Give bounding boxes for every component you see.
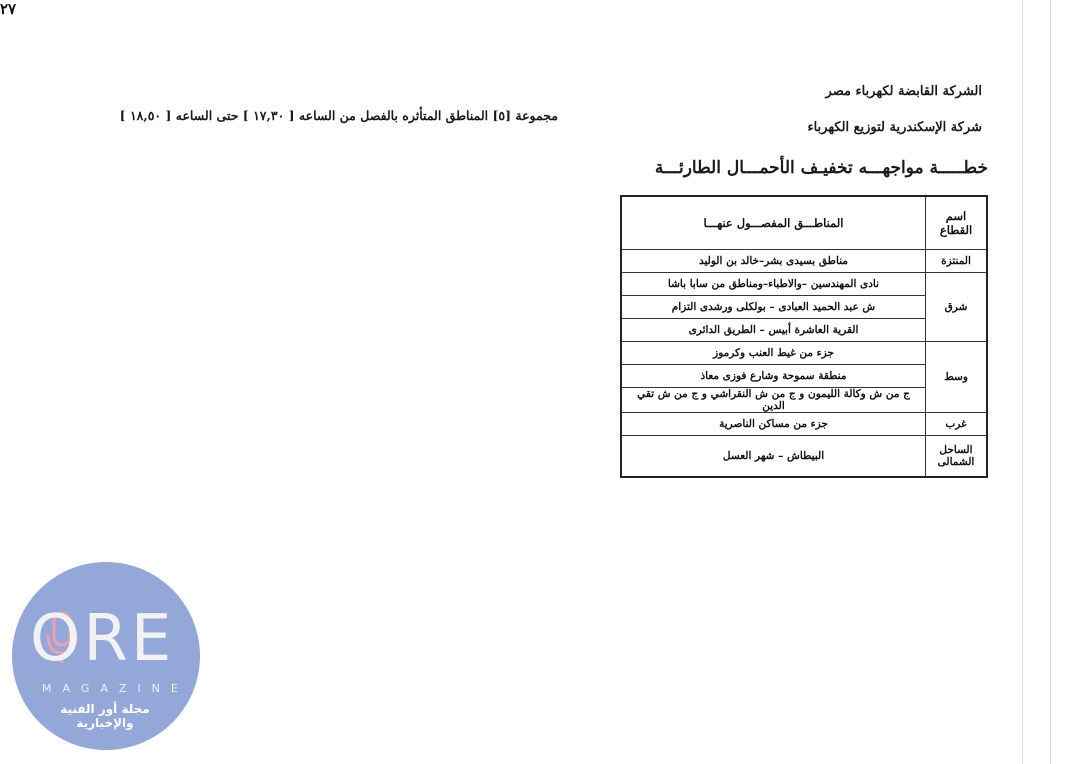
company-name-alexandria: شركة الإسكندرية لتوزيع الكهرباء <box>807 120 982 135</box>
logo-caption: مجلة أور الفنية والإخبارية <box>60 702 150 730</box>
page-number: ٢٧ <box>0 0 17 18</box>
outage-areas-table <box>620 195 988 478</box>
sector-cell: الساحل الشمالى <box>926 436 988 478</box>
sector-cell: غرب <box>926 413 988 436</box>
area-cell: القرية العاشرة أبيس – الطريق الدائرى <box>621 319 926 342</box>
scan-edge-line <box>1022 0 1023 764</box>
area-cell: مناطق بسيدى بشر–خالد بن الوليد <box>621 250 926 273</box>
table-row <box>621 250 987 273</box>
sector-cell: المنتزة <box>926 250 988 273</box>
area-cell: البيطاش – شهر العسل <box>621 436 926 478</box>
table-row <box>621 273 987 296</box>
areas-column-header: المناطـــق المفصـــول عنهـــا <box>621 196 926 250</box>
ore-magazine-logo <box>12 562 200 750</box>
logo-subtitle: MAGAZINE <box>42 682 189 695</box>
sector-column-header: اسم القطاع <box>926 196 988 250</box>
group-schedule-line: مجموعة [٥] المناطق المتأثره بالفصل من الساعه [ ١٧,٣٠ ] حتى الساعه [ ١٨,٥٠ ] <box>119 108 558 123</box>
area-cell: جزء من مساكن الناصرية <box>621 413 926 436</box>
area-cell: منطقة سموحة وشارع فوزى معاذ <box>621 365 926 388</box>
area-cell: جزء من غيط العنب وكرموز <box>621 342 926 365</box>
sector-cell: شرق <box>926 273 988 342</box>
sector-cell: وسط <box>926 342 988 413</box>
area-cell: ج من ش وكالة الليمون و ج من ش النقراشي و ج من ش تقي الدين <box>621 388 926 413</box>
logo-title: ORE <box>30 602 175 676</box>
area-cell: ش عبد الحميد العبادى – بولكلى ورشدى التزام <box>621 296 926 319</box>
area-cell: نادى المهندسين –والاطباء–ومناطق من سابا باشا <box>621 273 926 296</box>
table-row <box>621 342 987 365</box>
company-name-holding: الشركة القابضة لكهرباء مصر <box>825 84 982 99</box>
table-row <box>621 413 987 436</box>
table-header-row <box>621 196 987 250</box>
plan-title: خطـــــة مواجهـــه تخفيـف الأحمـــال الطارئـــة <box>654 158 988 178</box>
table-row <box>621 436 987 478</box>
scan-edge-line <box>1050 0 1051 764</box>
